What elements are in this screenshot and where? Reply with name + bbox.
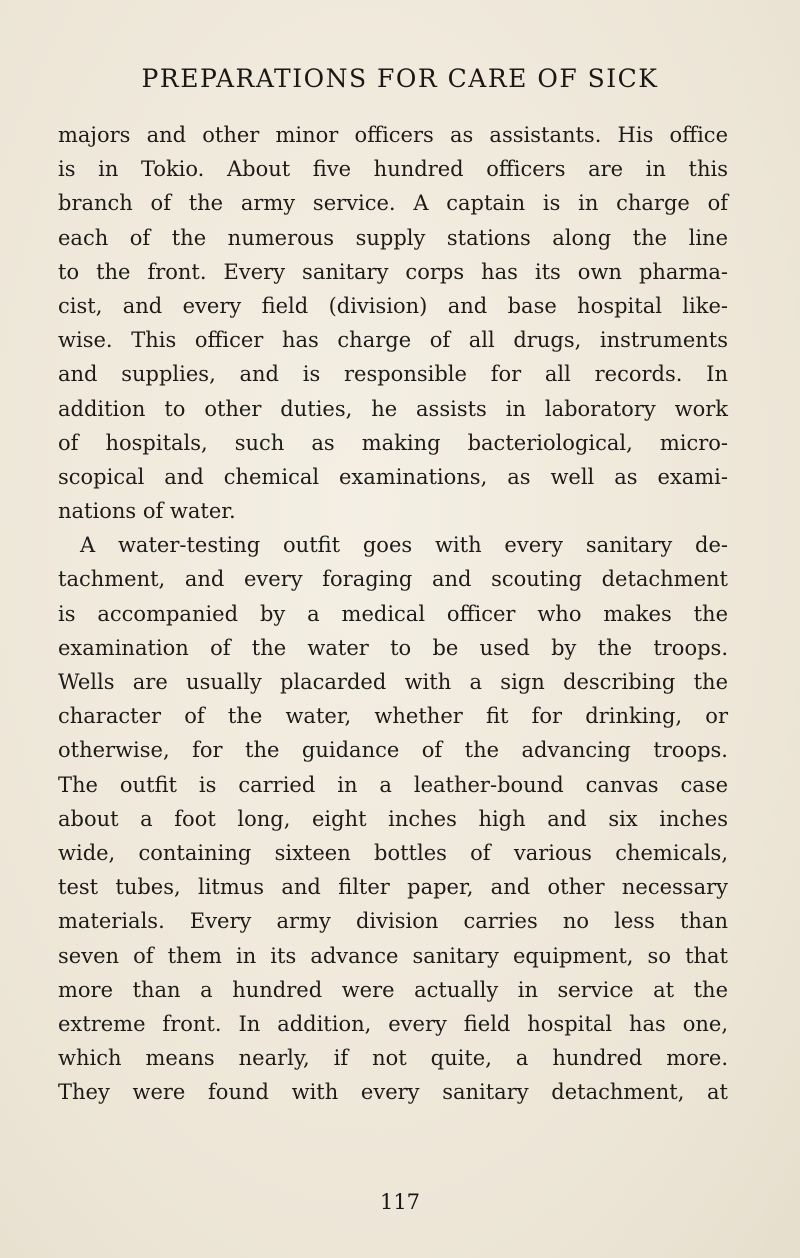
text-line: tachment, and every foraging and scouting detachment	[58, 567, 728, 592]
body-text	[58, 118, 728, 1109]
text-line: branch of the army service. A captain is in charge of	[58, 191, 728, 216]
text-line: character of the water, whether fit for drinking, or	[58, 704, 728, 729]
text-line: scopical and chemical examinations, as well as exami-	[58, 464, 728, 489]
text-line: cist, and every field (division) and base hospital like-	[58, 293, 728, 318]
text-line: which means nearly, if not quite, a hundred more.	[58, 1046, 728, 1071]
text-line: about a foot long, eight inches high and six inches	[58, 806, 728, 831]
text-line: examination of the water to be used by the troops.	[58, 635, 728, 660]
text-line: Wells are usually placarded with a sign describing the	[58, 670, 728, 694]
text-line: They were found with every sanitary detachment, at	[58, 1080, 728, 1105]
text-line: majors and other minor officers as assistants. His office	[58, 123, 728, 147]
text-line: to the front. Every sanitary corps has its own pharma-	[58, 259, 728, 284]
text-line: nations of water.	[58, 499, 236, 524]
text-line: wide, containing sixteen bottles of various chemicals,	[58, 840, 728, 865]
text-line: materials. Every army division carries no less than	[58, 909, 728, 934]
text-line: each of the numerous supply stations along the line	[58, 225, 728, 250]
text-line: seven of them in its advance sanitary equipment, so that	[58, 943, 728, 968]
text-line: more than a hundred were actually in service at the	[58, 977, 728, 1002]
text-line: extreme front. In addition, every field hospital has one,	[58, 1011, 728, 1036]
text-line: addition to other duties, he assists in laboratory work	[58, 396, 728, 421]
text-line: is accompanied by a medical officer who makes the	[58, 601, 728, 626]
text-line: otherwise, for the guidance of the advancing troops.	[58, 738, 728, 763]
running-title: PREPARATIONS FOR CARE OF SICK	[141, 64, 659, 93]
page-number: 117	[379, 1190, 421, 1214]
text-line: The outfit is carried in a leather-bound canvas case	[58, 772, 728, 797]
text-line: and supplies, and is responsible for all records. In	[58, 362, 728, 387]
text-line: is in Tokio. About five hundred officers are in this	[58, 157, 728, 182]
text-line: test tubes, litmus and filter paper, and other necessary	[58, 875, 728, 900]
text-line: wise. This officer has charge of all drugs, instruments	[58, 328, 728, 353]
text-line: A water-testing outfit goes with every sanitary de-	[80, 533, 728, 558]
text-line: of hospitals, such as making bacteriological, micro-	[58, 430, 728, 455]
